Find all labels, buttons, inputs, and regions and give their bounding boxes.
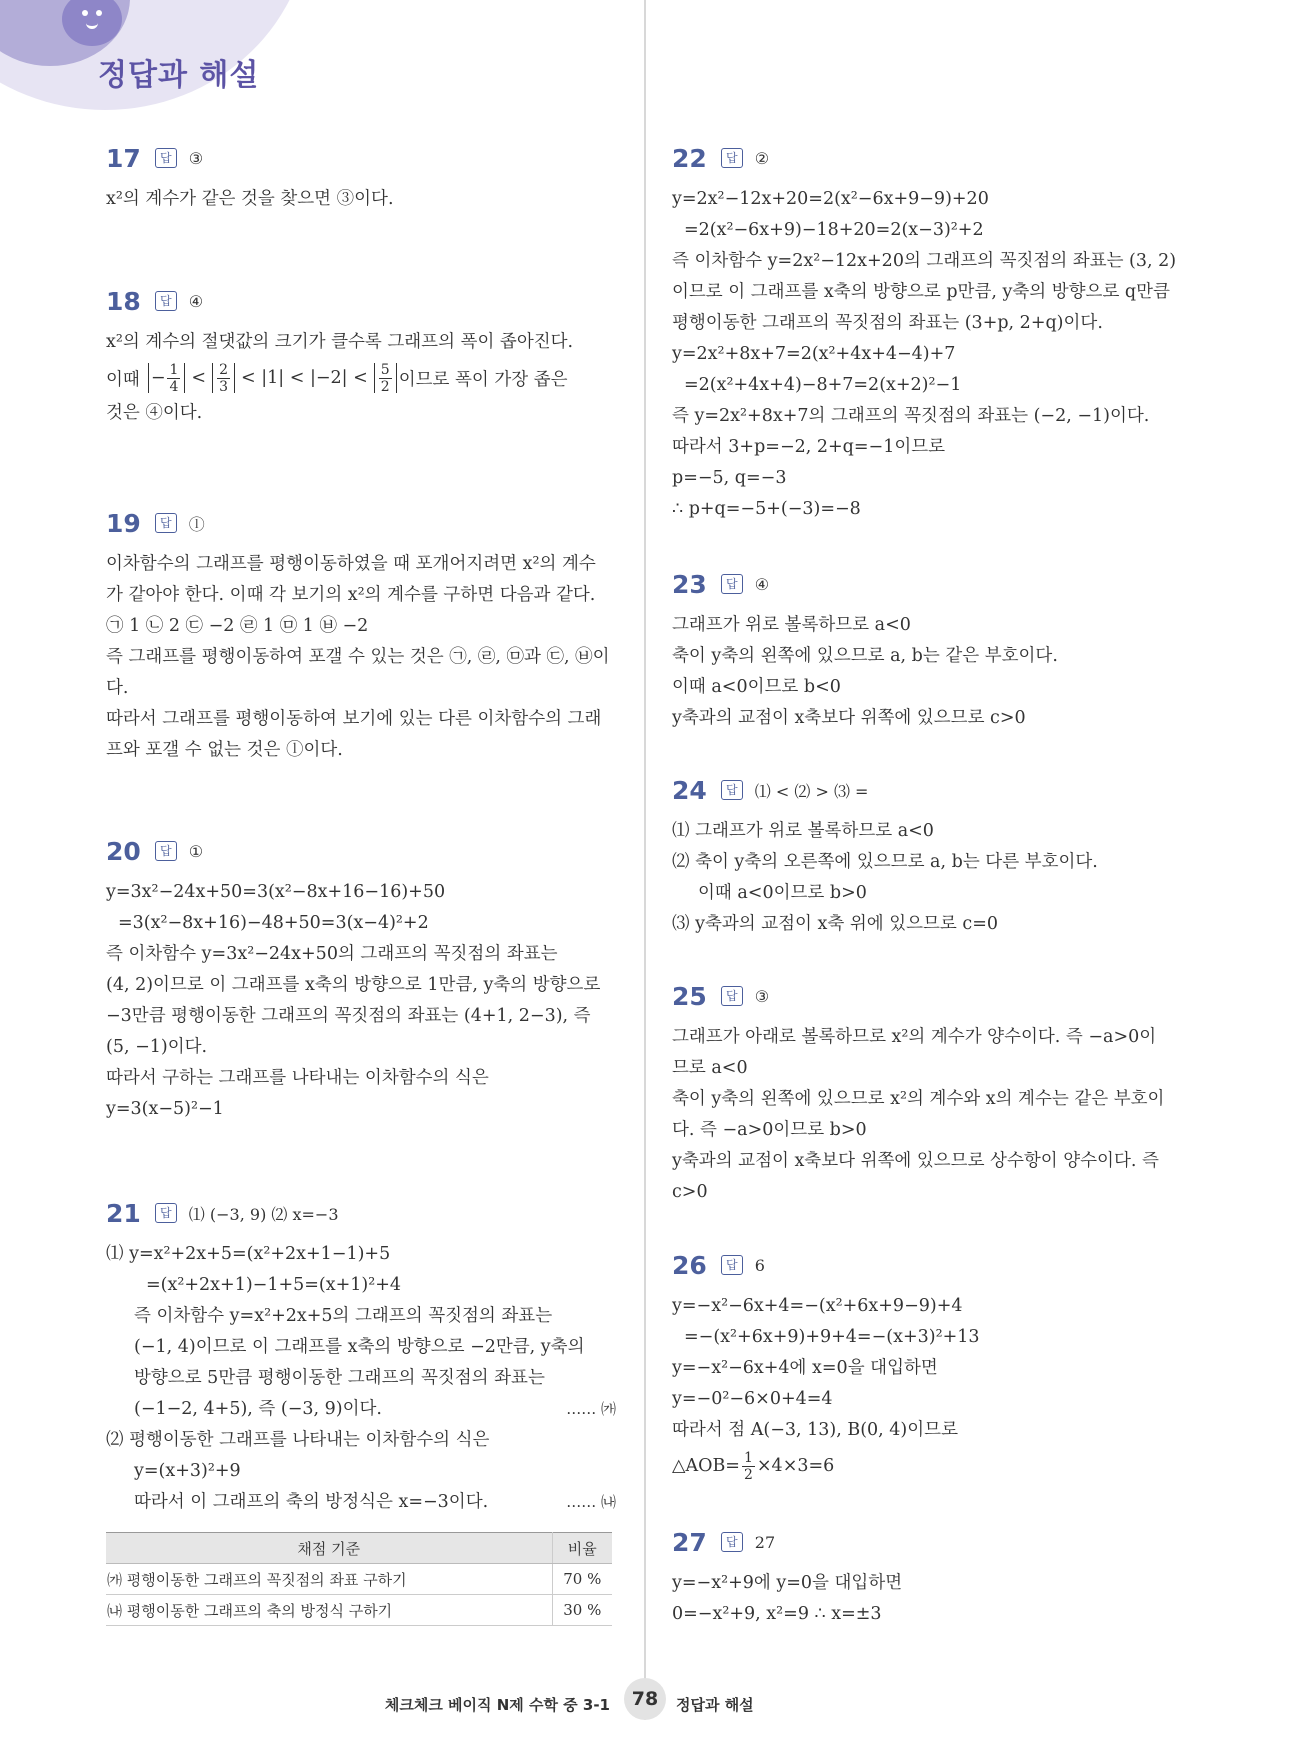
solution-line: 그래프가 아래로 볼록하므로 x²의 계수가 양수이다. 즉 −a>0이 bbox=[672, 1027, 1157, 1047]
problem-17 bbox=[106, 140, 616, 215]
solution-line: y=2x²−12x+20=2(x²−6x+9−9)+20 bbox=[672, 189, 989, 209]
solution-line: (4, 2)이므로 이 그래프를 x축의 방향으로 1만큼, y축의 방향으로 bbox=[106, 975, 601, 995]
ineq-suffix: 이므로 폭이 가장 좁은 bbox=[398, 369, 568, 390]
problem-23 bbox=[672, 566, 1192, 734]
answer-value: ④ bbox=[754, 574, 770, 594]
solution-line: 따라서 그래프를 평행이동하여 보기에 있는 다른 이차함수의 그래 bbox=[106, 709, 602, 729]
page-header-title: 정답과 해설 bbox=[98, 58, 260, 93]
solution-line-with-mark: (−1−2, 4+5), 즉 (−3, 9)이다. …… ㈎ bbox=[106, 1394, 616, 1425]
grading-mark-ga: …… ㈎ bbox=[566, 1400, 616, 1418]
solution-line: 가 같아야 한다. 이때 각 보기의 x²의 계수를 구하면 다음과 같다. bbox=[106, 585, 596, 605]
solution-line: (−1, 4)이므로 이 그래프를 x축의 방향으로 −2만큼, y축의 bbox=[134, 1337, 585, 1357]
solution-line: =2(x²−6x+9)−18+20=2(x−3)²+2 bbox=[684, 220, 984, 240]
answer-badge: 답 bbox=[721, 1532, 743, 1552]
solution-line: ⑴ y=x²+2x+5=(x²+2x+1−1)+5 bbox=[106, 1244, 391, 1264]
answer-badge: 답 bbox=[721, 986, 743, 1006]
answer-badge: 답 bbox=[155, 513, 177, 533]
solution-line: 0=−x²+9, x²=9 ∴ x=±3 bbox=[672, 1604, 882, 1624]
answer-badge: 답 bbox=[721, 574, 743, 594]
table-row: ㈏ 평행이동한 그래프의 축의 방정식 구하기 30 % bbox=[106, 1595, 612, 1626]
solution-line: 평행이동한 그래프의 꼭짓점의 좌표는 (3+p, 2+q)이다. bbox=[672, 313, 1103, 333]
problem-18 bbox=[106, 283, 616, 429]
problem-27 bbox=[672, 1524, 1192, 1630]
solution-line: y=−x²−6x+4=−(x²+6x+9−9)+4 bbox=[672, 1296, 963, 1316]
solution-line: 즉 y=2x²+8x+7의 그래프의 꼭짓점의 좌표는 (−2, −1)이다. bbox=[672, 406, 1150, 426]
solution-line: 즉 이차함수 y=x²+2x+5의 그래프의 꼭짓점의 좌표는 bbox=[134, 1306, 553, 1326]
solution-line: 축이 y축의 왼쪽에 있으므로 x²의 계수와 x의 계수는 같은 부호이 bbox=[672, 1089, 1165, 1109]
problem-25 bbox=[672, 978, 1192, 1208]
problem-24 bbox=[672, 772, 1192, 940]
page-footer bbox=[0, 1678, 1300, 1734]
solution-line: 따라서 구하는 그래프를 나타내는 이차함수의 식은 bbox=[106, 1068, 489, 1088]
area-line: △AOB= $\frac{1}{2}$ ×4×3=6 bbox=[672, 1449, 835, 1483]
solution-line: 따라서 3+p=−2, 2+q=−1이므로 bbox=[672, 437, 946, 457]
solution-line: 다. 즉 −a>0이므로 b>0 bbox=[672, 1120, 867, 1140]
solution-line: −3만큼 평행이동한 그래프의 꼭짓점의 좌표는 (4+1, 2−3), 즉 bbox=[106, 1006, 591, 1026]
inequality-line bbox=[106, 358, 616, 398]
answer-value: ① bbox=[188, 841, 204, 861]
solution-line: p=−5, q=−3 bbox=[672, 468, 787, 488]
solution-line: ⑵ 축이 y축의 오른쪽에 있으므로 a, b는 다른 부호이다. bbox=[672, 852, 1098, 872]
problem-number: 27 bbox=[672, 1527, 707, 1557]
ineq-minus: − bbox=[150, 368, 166, 388]
answer-badge: 답 bbox=[155, 148, 177, 168]
solution-line: 그래프가 위로 볼록하므로 a<0 bbox=[672, 615, 911, 635]
solution-line: y축과의 교점이 x축보다 위쪽에 있으므로 상수항이 양수이다. 즉 bbox=[672, 1151, 1159, 1171]
ineq-prefix: 이때 bbox=[106, 369, 140, 390]
solution-line: ∴ p+q=−5+(−3)=−8 bbox=[672, 499, 861, 519]
problem-19 bbox=[106, 505, 616, 766]
answer-value: ⑴ (−3, 9) ⑵ x=−3 bbox=[188, 1204, 339, 1224]
answer-badge: 답 bbox=[721, 1255, 743, 1275]
solution-line: 따라서 점 A(−3, 13), B(0, 4)이므로 bbox=[672, 1420, 958, 1440]
solution-line: 것은 ④이다. bbox=[106, 403, 203, 423]
page-number: 78 bbox=[624, 1678, 666, 1720]
answer-badge: 답 bbox=[155, 841, 177, 861]
problem-number: 19 bbox=[106, 508, 141, 538]
solution-line: y=−0²−6×0+4=4 bbox=[672, 1389, 833, 1409]
answer-value: ⓛ bbox=[188, 514, 205, 534]
solution-line: y=−x²+9에 y=0을 대입하면 bbox=[672, 1573, 903, 1593]
solution-line: 즉 그래프를 평행이동하여 포갤 수 있는 것은 ㉠, ㉣, ㉤과 ㉢, ㉥이 bbox=[106, 647, 610, 667]
solution-line: x²의 계수가 같은 것을 찾으면 ③이다. bbox=[106, 189, 394, 209]
solution-line-with-mark: 따라서 이 그래프의 축의 방정식은 x=−3이다. …… ㈏ bbox=[106, 1487, 616, 1518]
answer-value: ⑴ < ⑵ > ⑶ = bbox=[754, 781, 869, 801]
problem-22 bbox=[672, 140, 1192, 525]
grading-criteria-table bbox=[106, 1532, 612, 1626]
solution-line: 축이 y축의 왼쪽에 있으므로 a, b는 같은 부호이다. bbox=[672, 646, 1058, 666]
problem-number: 25 bbox=[672, 981, 707, 1011]
solution-line: 이때 a<0이므로 b<0 bbox=[672, 677, 841, 697]
answer-badge: 답 bbox=[721, 780, 743, 800]
problem-number: 20 bbox=[106, 836, 141, 866]
solution-line: ㉠ 1 ㉡ 2 ㉢ −2 ㉣ 1 ㉤ 1 ㉥ −2 bbox=[106, 616, 369, 636]
answer-badge: 답 bbox=[721, 148, 743, 168]
problem-26 bbox=[672, 1247, 1192, 1486]
fraction-1-4: $\frac{1}{4}$ bbox=[169, 361, 179, 395]
solution-line: 방향으로 5만큼 평행이동한 그래프의 꼭짓점의 좌표는 bbox=[134, 1368, 545, 1388]
solution-line: ⑴ 그래프가 위로 볼록하므로 a<0 bbox=[672, 821, 934, 841]
solution-line: y=3(x−5)²−1 bbox=[106, 1099, 224, 1119]
fraction-5-2: $\frac{5}{2}$ bbox=[380, 361, 390, 395]
table-header-criteria: 채점 기준 bbox=[106, 1533, 552, 1564]
solution-line: =(x²+2x+1)−1+5=(x+1)²+4 bbox=[146, 1275, 402, 1295]
fraction-2-3: $\frac{2}{3}$ bbox=[219, 361, 228, 395]
problem-21 bbox=[106, 1195, 616, 1518]
answer-value: ④ bbox=[188, 291, 204, 311]
answer-badge: 답 bbox=[155, 1203, 177, 1223]
solution-line: y=(x+3)²+9 bbox=[134, 1461, 241, 1481]
problem-number: 22 bbox=[672, 143, 707, 173]
footer-section-title: 정답과 해설 bbox=[676, 1696, 754, 1714]
answer-badge: 답 bbox=[155, 291, 177, 311]
answer-value: 27 bbox=[754, 1532, 776, 1552]
solution-line: c>0 bbox=[672, 1182, 708, 1202]
solution-line: =2(x²+4x+4)−8+7=2(x+2)²−1 bbox=[684, 375, 962, 395]
table-row: ㈎ 평행이동한 그래프의 꼭짓점의 좌표 구하기 70 % bbox=[106, 1564, 612, 1595]
ineq-lt: < bbox=[191, 368, 207, 388]
solution-line: y=−x²−6x+4에 x=0을 대입하면 bbox=[672, 1358, 938, 1378]
solution-line: =3(x²−8x+16)−48+50=3(x−4)²+2 bbox=[118, 913, 429, 933]
column-divider bbox=[644, 0, 646, 1720]
solution-line: 프와 포갤 수 없는 것은 ⓛ이다. bbox=[106, 740, 343, 760]
solution-line: 즉 이차함수 y=2x²−12x+20의 그래프의 꼭짓점의 좌표는 (3, 2) bbox=[672, 251, 1177, 271]
ineq-middle: < |1| < |−2| < bbox=[241, 368, 368, 388]
table-header-ratio: 비율 bbox=[552, 1533, 612, 1564]
solution-line: 이때 a<0이므로 b>0 bbox=[698, 883, 867, 903]
problem-number: 23 bbox=[672, 569, 707, 599]
solution-line: 다. bbox=[106, 678, 129, 698]
solution-line: ⑵ 평행이동한 그래프를 나타내는 이차함수의 식은 bbox=[106, 1430, 490, 1450]
answer-value: 6 bbox=[754, 1255, 765, 1275]
problem-20 bbox=[106, 833, 616, 1125]
solution-line: 므로 a<0 bbox=[672, 1058, 748, 1078]
problem-number: 17 bbox=[106, 143, 141, 173]
solution-line: 즉 이차함수 y=3x²−24x+50의 그래프의 꼭짓점의 좌표는 bbox=[106, 944, 558, 964]
answer-value: ② bbox=[754, 148, 770, 168]
solution-line: =−(x²+6x+9)+9+4=−(x+3)²+13 bbox=[684, 1327, 980, 1347]
problem-number: 24 bbox=[672, 775, 707, 805]
solution-line: y축과의 교점이 x축보다 위쪽에 있으므로 c>0 bbox=[672, 708, 1026, 728]
grading-mark-na: …… ㈏ bbox=[566, 1493, 616, 1511]
answer-value: ③ bbox=[754, 986, 770, 1006]
solution-line: y=2x²+8x+7=2(x²+4x+4−4)+7 bbox=[672, 344, 956, 364]
solution-line: (5, −1)이다. bbox=[106, 1037, 208, 1057]
solution-line: 이차함수의 그래프를 평행이동하였을 때 포개어지려면 x²의 계수 bbox=[106, 554, 596, 574]
solution-line: 이므로 이 그래프를 x축의 방향으로 p만큼, y축의 방향으로 q만큼 bbox=[672, 282, 1170, 302]
solution-line: x²의 계수의 절댓값의 크기가 클수록 그래프의 폭이 좁아진다. bbox=[106, 332, 574, 352]
solution-line: y=3x²−24x+50=3(x²−8x+16−16)+50 bbox=[106, 882, 446, 902]
answer-value: ③ bbox=[188, 148, 204, 168]
solution-line: ⑶ y축과의 교점이 x축 위에 있으므로 c=0 bbox=[672, 914, 998, 934]
problem-number: 18 bbox=[106, 286, 141, 316]
problem-number: 26 bbox=[672, 1250, 707, 1280]
footer-book-title: 체크체크 베이직 N제 수학 중 3-1 bbox=[384, 1696, 610, 1714]
fraction-1-2: $\frac{1}{2}$ bbox=[743, 1449, 753, 1483]
problem-number: 21 bbox=[106, 1198, 141, 1228]
